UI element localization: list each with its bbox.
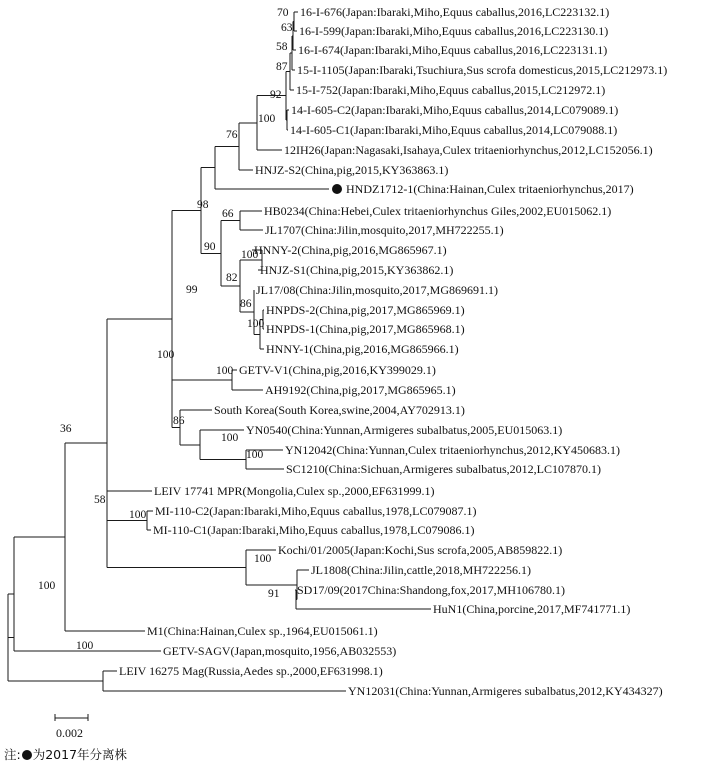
bootstrap-label: 100 xyxy=(157,349,175,361)
tip-label: 12IH26(Japan:Nagasaki,Isahaya,Culex tritaeniorhynchus,2012,LC152056.1) xyxy=(284,143,653,157)
tip-label: South Korea(South Korea,swine,2004,AY702913.1) xyxy=(214,403,465,417)
tip-label: 16-I-676(Japan:Ibaraki,Miho,Equus caballus,2016,LC223132.1) xyxy=(300,5,610,19)
tip-label: M1(China:Hainan,Culex sp.,1964,EU015061.1) xyxy=(147,624,378,638)
tip-label: HNPDS-1(China,pig,2017,MG865968.1) xyxy=(266,322,465,336)
bootstrap-label: 70 xyxy=(277,7,289,19)
bootstrap-label: 98 xyxy=(197,199,209,211)
tip-label: JL1808(China:Jilin,cattle,2018,MH722256.1) xyxy=(311,563,531,577)
tip-label: JL17/08(China:Jilin,mosquito,2017,MG869691.1) xyxy=(256,283,499,297)
tip-label: SD17/09(2017China:Shandong,fox,2017,MH106780.1) xyxy=(297,583,565,597)
tip-label: MI-110-C2(Japan:Ibaraki,Miho,Equus caballus,1978,LC079087.1) xyxy=(155,504,477,518)
bootstrap-values xyxy=(38,7,293,652)
bootstrap-label: 87 xyxy=(276,61,288,73)
bootstrap-label: 66 xyxy=(222,208,234,220)
tip-label: HuN1(China,porcine,2017,MF741771.1) xyxy=(433,602,631,616)
bootstrap-label: 100 xyxy=(216,365,234,377)
bootstrap-label: 82 xyxy=(226,272,238,284)
bootstrap-label: 86 xyxy=(240,298,252,310)
tip-label: HB0234(China:Hebei,Culex tritaeniorhynchus Giles,2002,EU015062.1) xyxy=(264,204,612,218)
tip-label: 14-I-605-C2(Japan:Ibaraki,Miho,Equus caballus,2014,LC079089.1) xyxy=(291,103,619,117)
tip-label: HNNY-2(China,pig,2016,MG865967.1) xyxy=(254,243,447,257)
filled-circle-icon xyxy=(22,750,32,760)
tip-label: 15-I-1105(Japan:Ibaraki,Tsuchiura,Sus scrofa domesticus,2015,LC212973.1) xyxy=(297,63,668,77)
filled-circle-icon xyxy=(332,184,342,194)
tip-label: 14-I-605-C1(Japan:Ibaraki,Miho,Equus caballus,2014,LC079088.1) xyxy=(290,123,618,137)
tip-label: HNJZ-S1(China,pig,2015,KY363862.1) xyxy=(260,263,454,277)
bootstrap-label: 92 xyxy=(270,89,282,101)
note-prefix: 注: xyxy=(4,747,21,762)
tip-label: 16-I-674(Japan:Ibaraki,Miho,Equus caballus,2016,LC223131.1) xyxy=(298,43,608,57)
bootstrap-label: 100 xyxy=(221,432,239,444)
scale-bar xyxy=(55,714,88,740)
bootstrap-label: 100 xyxy=(254,553,272,565)
bootstrap-label: 99 xyxy=(186,284,198,296)
tip-label: HNJZ-S2(China,pig,2015,KY363863.1) xyxy=(255,163,449,177)
tip-label: SC1210(China:Sichuan,Armigeres subalbatus,2012,LC107870.1) xyxy=(286,462,601,476)
bootstrap-label: 58 xyxy=(94,494,106,506)
tip-label: LEIV 17741 MPR(Mongolia,Culex sp.,2000,EF631999.1) xyxy=(154,484,435,498)
bootstrap-label: 90 xyxy=(204,241,216,253)
figure-note xyxy=(4,745,127,763)
tip-label: YN12031(China:Yunnan,Armigeres subalbatus,2012,KY434327) xyxy=(348,684,663,698)
bootstrap-label: 76 xyxy=(226,129,238,141)
tip-label: GETV-V1(China,pig,2016,KY399029.1) xyxy=(239,363,436,377)
bootstrap-label: 86 xyxy=(173,415,185,427)
tip-label: Kochi/01/2005(Japan:Kochi,Sus scrofa,2005,AB859822.1) xyxy=(278,543,563,557)
tip-label: 16-I-599(Japan:Ibaraki,Miho,Equus caballus,2016,LC223130.1) xyxy=(299,24,609,38)
tip-labels xyxy=(119,5,667,698)
bootstrap-label: 100 xyxy=(247,318,265,330)
tip-label: 15-I-752(Japan:Ibaraki,Miho,Equus caballus,2015,LC212972.1) xyxy=(296,83,606,97)
tip-label: GETV-SAGV(Japan,mosquito,1956,AB032553) xyxy=(163,644,397,658)
tip-label: JL1707(China:Jilin,mosquito,2017,MH722255.1) xyxy=(265,223,504,237)
scale-bar-label: 0.002 xyxy=(56,726,83,740)
tip-label: AH9192(China,pig,2017,MG865965.1) xyxy=(265,383,456,397)
bootstrap-label: 36 xyxy=(60,423,72,435)
bootstrap-label: 91 xyxy=(268,588,280,600)
bootstrap-label: 100 xyxy=(246,449,264,461)
bootstrap-label: 100 xyxy=(241,249,259,261)
bootstrap-label: 100 xyxy=(38,580,56,592)
note-text: 为2017年分离株 xyxy=(32,747,128,762)
tip-label: LEIV 16275 Mag(Russia,Aedes sp.,2000,EF631998.1) xyxy=(119,664,383,678)
bootstrap-label: 100 xyxy=(76,640,94,652)
bootstrap-label: 63 xyxy=(281,22,293,34)
tip-label: MI-110-C1(Japan:Ibaraki,Miho,Equus caballus,1978,LC079086.1) xyxy=(153,523,475,537)
tip-label: HNDZ1712-1(China:Hainan,Culex tritaeniorhynchus,2017) xyxy=(346,182,634,196)
tip-label: YN12042(China:Yunnan,Culex tritaeniorhynchus,2012,KY450683.1) xyxy=(285,443,620,457)
bootstrap-label: 100 xyxy=(258,113,276,125)
tip-label: HNNY-1(China,pig,2016,MG865966.1) xyxy=(266,342,459,356)
tip-label: YN0540(China:Yunnan,Armigeres subalbatus,2005,EU015063.1) xyxy=(246,423,563,437)
tip-label: HNPDS-2(China,pig,2017,MG865969.1) xyxy=(266,303,465,317)
bootstrap-label: 100 xyxy=(129,509,147,521)
bootstrap-label: 58 xyxy=(276,41,288,53)
